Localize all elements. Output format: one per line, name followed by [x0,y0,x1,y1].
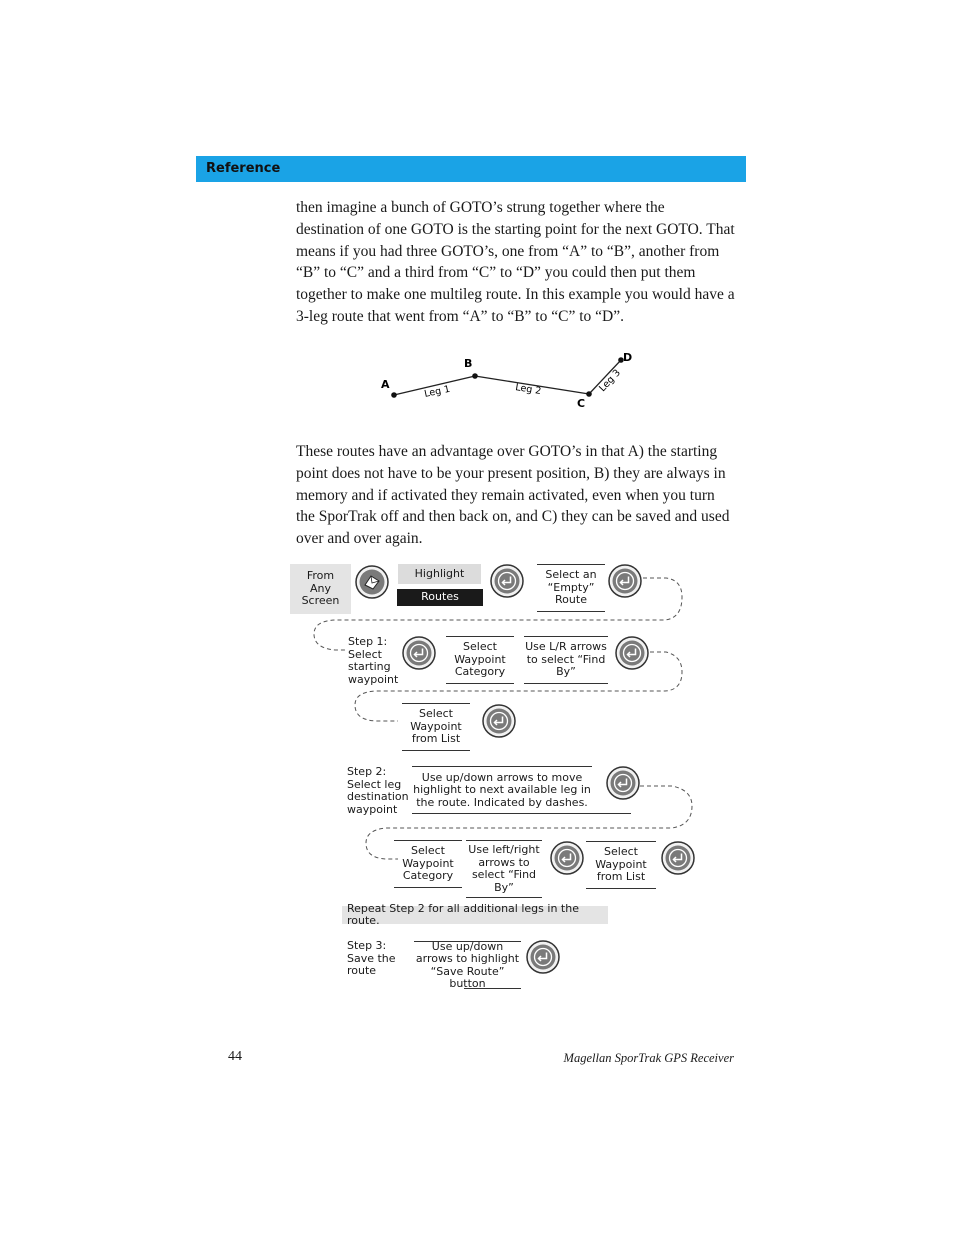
step2-use-lr-box [466,840,542,898]
highlight-text: Highlight [414,566,465,580]
point-a-label: A [381,378,390,391]
routes-text: Routes [421,590,459,604]
routes-menu-item[interactable] [397,589,483,606]
body-paragraph-1: then imagine a bunch of GOTO’s strung together where the destination of one GOTO is the starting point for the next GOTO. That means if you had three GOTO’s, one from “A” to “B”, another from “B” to “C” and a third from “C” to “D” you could then put them together to make one multileg route. In this example you would have a 3-leg route that went from “A” to “B” to “C” to “D”. [296,199,735,325]
step3-use-updown-box [414,941,521,989]
enter-button-icon[interactable] [615,636,649,670]
nav-book-icon[interactable] [355,565,389,599]
step1-select-from-list-box [402,703,470,751]
step2-select-from-list-box [586,841,656,889]
step3-underline [464,988,521,989]
step2-use-updown-underline [412,813,631,814]
point-a-dot [391,392,397,398]
point-b-label: B [464,357,473,370]
enter-button-icon[interactable] [526,940,560,974]
point-c-dot [586,391,592,397]
step3-use-updown-text: Use up/down arrows to highlight “Save Route” button [415,939,520,990]
step1-select-from-list-text: Select Waypoint from List [410,707,462,746]
section-header-band [196,156,746,182]
enter-button-icon[interactable] [608,564,642,598]
point-c-label: C [577,397,586,410]
step2-select-category-box [394,840,462,888]
enter-button-icon[interactable] [402,636,436,670]
select-empty-route-box [537,564,605,612]
leg-2-label: Leg 2 [514,382,543,398]
route-diagram [370,345,640,415]
enter-button-icon[interactable] [606,766,640,800]
step2-select-category-text: Select Waypoint Category [402,844,454,883]
step3-label: Step 3: Save the route [347,939,396,977]
step1-select-category-box [446,636,514,684]
step2-use-updown-box [412,766,592,814]
repeat-note-text: Repeat Step 2 for all additional legs in the route. [347,901,579,927]
section-title: Reference [206,161,281,176]
from-any-screen-box [290,564,351,614]
enter-button-icon[interactable] [550,841,584,875]
step2-select-from-list-text: Select Waypoint from List [595,845,647,884]
point-b-dot [472,373,478,379]
point-d-label: D [623,351,633,364]
leg-3-label: Leg 3 [597,367,623,395]
page-number: 44 [228,1049,242,1064]
enter-button-icon[interactable] [661,841,695,875]
enter-button-icon[interactable] [490,564,524,598]
step1-label: Step 1: Select starting waypoint [348,635,399,686]
select-empty-route-text: Select an “Empty” Route [545,568,597,607]
step2-use-updown-text: Use up/down arrows to move highlight to next available leg in the route. Indicated by dashes. [413,770,591,809]
from-any-screen-text: From Any Screen [301,569,340,608]
step2-label: Step 2: Select leg destination waypoint [347,765,409,816]
body-paragraph-2: These routes have an advantage over GOTO’s in that A) the starting point does not have to be your present position, B) they are always in memory and if activated they remain activated, even when you turn the SporTrak off and then back on, and C) they can be saved and used over and over again. [296,443,730,548]
enter-button-icon[interactable] [482,704,516,738]
leg-1-label: Leg 1 [423,383,452,400]
step2-use-lr-text: Use left/right arrows to select “Find By” [468,843,540,894]
step1-select-category-text: Select Waypoint Category [454,640,506,679]
highlight-box [398,564,481,584]
step1-use-lr-box [524,636,608,684]
step1-use-lr-text: Use L/R arrows to select “Find By” [525,640,607,679]
repeat-note-box [342,901,608,927]
footer-title: Magellan SporTrak GPS Receiver [563,1051,734,1065]
